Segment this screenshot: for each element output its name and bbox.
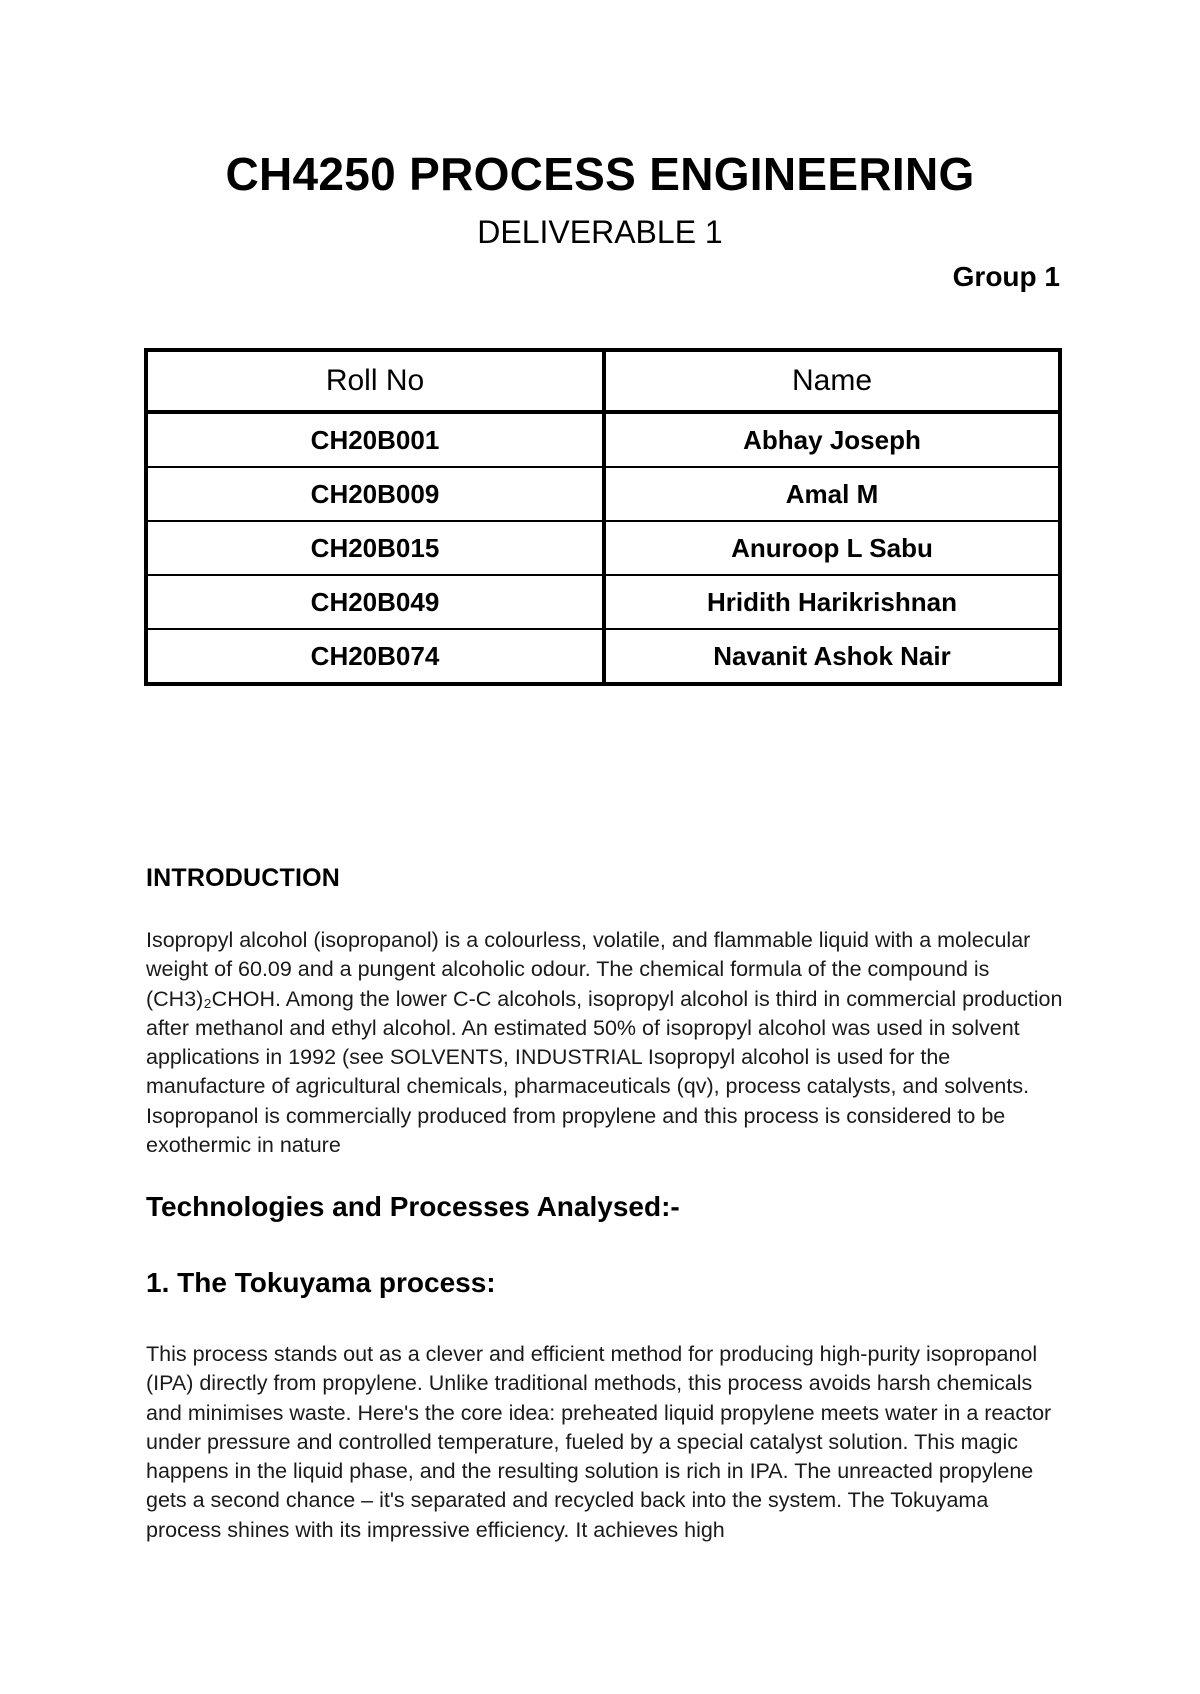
name-cell: Amal M (604, 467, 1060, 521)
tokuyama-process-heading: 1. The Tokuyama process: (146, 1267, 496, 1298)
table-header-row (146, 350, 1060, 412)
document-subtitle: DELIVERABLE 1 (477, 214, 723, 250)
roll-no-cell: CH20B074 (146, 629, 604, 684)
table-row (146, 412, 1060, 467)
name-cell: Anuroop L Sabu (604, 521, 1060, 575)
table-row (146, 521, 1060, 575)
table-row (146, 629, 1060, 684)
name-cell: Navanit Ashok Nair (604, 629, 1060, 684)
group-members-table (144, 348, 1062, 686)
name-header: Name (604, 350, 1060, 412)
document-title: CH4250 PROCESS ENGINEERING (225, 148, 975, 200)
group-label: Group 1 (952, 261, 1060, 292)
roll-no-header: Roll No (146, 350, 604, 412)
roll-no-cell: CH20B009 (146, 467, 604, 521)
name-cell: Abhay Joseph (604, 412, 1060, 467)
introduction-heading: INTRODUCTION (146, 864, 341, 892)
roll-no-cell: CH20B015 (146, 521, 604, 575)
technologies-heading: Technologies and Processes Analysed:- (146, 1191, 680, 1222)
roll-no-cell: CH20B001 (146, 412, 604, 467)
tokuyama-process-paragraph: This process stands out as a clever and efficient method for producing high-purity isopropanol (IPA) directly from propylene. Unlike traditional methods, this process avoids harsh chemicals and minimises waste. Here's the core idea: preheated liquid propylene meets water in a reactor under pressure and controlled temperature, fueled by a special catalyst solution. This magic happens in the liquid phase, and the resulting solution is rich in IPA. The unreacted propylene gets a second chance – it's separated and recycled back into the system. The Tokuyama process shines with its impressive efficiency. It achieves high (146, 1342, 1052, 1542)
introduction-paragraph: Isopropyl alcohol (isopropanol) is a colourless, volatile, and flammable liquid with a molecular weight of 60.09 and a pungent alcoholic odour. The chemical formula of the compound is (CH3)₂CHOH. Among the lower C-C alcohols, isopropyl alcohol is third in commercial production after methanol and ethyl alcohol. An estimated 50% of isopropyl alcohol was used in solvent applications in 1992 (see SOLVENTS, INDUSTRIAL Isopropyl alcohol is used for the manufacture of agricultural chemicals, pharmaceuticals (qv), process catalysts, and solvents. Isopropanol is commercially produced from propylene and this process is considered to be exothermic in nature (146, 928, 1063, 1158)
table-row (146, 575, 1060, 629)
roll-no-cell: CH20B049 (146, 575, 604, 629)
name-cell: Hridith Harikrishnan (604, 575, 1060, 629)
table-row (146, 467, 1060, 521)
